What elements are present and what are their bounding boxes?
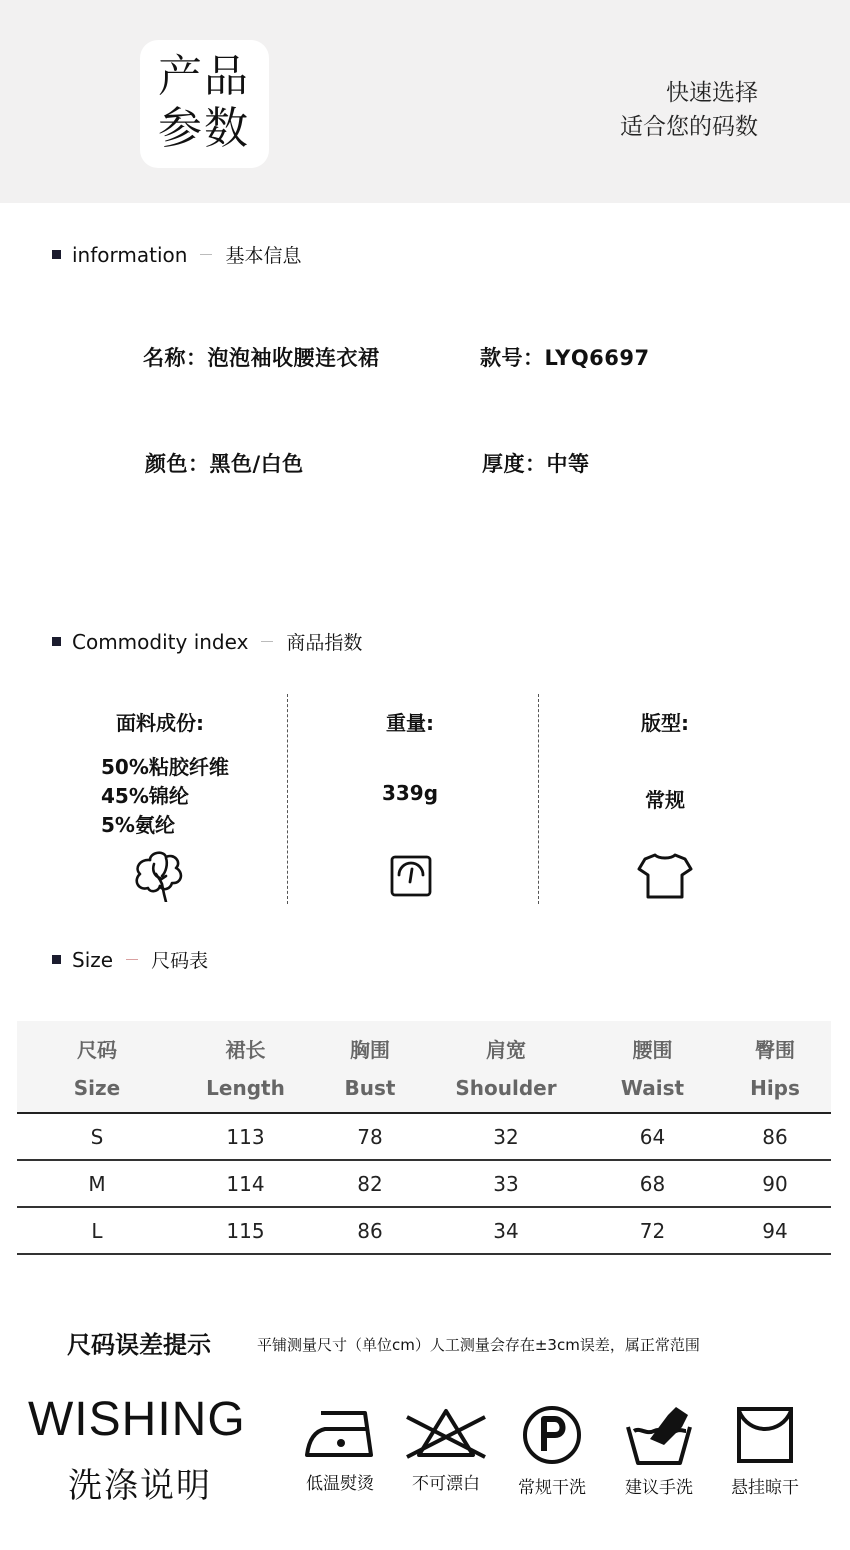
hero-tagline (620, 76, 758, 144)
divider-dash (200, 254, 212, 255)
header-cell: Length (177, 1067, 314, 1113)
size-tip-text: 平铺测量尺寸（单位cm）人工测量会存在±3cm误差，属正常范围 (257, 1336, 700, 1354)
table-cell: M (17, 1160, 177, 1207)
header-cell: 臀围 (719, 1021, 831, 1067)
fit-value: 常规 (645, 788, 685, 812)
care-label: 不可漂白 (412, 1474, 480, 1494)
bullet-square-icon (52, 250, 61, 259)
header-cell: 尺码 (17, 1021, 177, 1067)
hero-tagline-line2: 适合您的码数 (620, 114, 758, 140)
fit-title: 版型: (641, 711, 689, 735)
header-cell: 胸围 (314, 1021, 426, 1067)
care-item-hang-dry (715, 1405, 815, 1498)
section-header-information (52, 241, 301, 268)
table-cell: 33 (426, 1160, 586, 1207)
section-title-en: information (72, 242, 188, 267)
weight-value: 339g (381, 781, 439, 805)
cotton-icon (132, 850, 188, 906)
divider-dash (126, 959, 138, 960)
header-cell: Shoulder (426, 1067, 586, 1113)
table-row (17, 1207, 831, 1254)
weight-column (310, 695, 510, 903)
hero-tagline-line1: 快速选择 (666, 80, 758, 106)
iron-low-icon (303, 1405, 377, 1461)
care-item-no-bleach (396, 1405, 496, 1494)
header-cell: Size (17, 1067, 177, 1113)
section-title-cn: 商品指数 (286, 632, 363, 654)
fit-column (565, 695, 765, 903)
header-cell: 裙长 (177, 1021, 314, 1067)
table-cell: L (17, 1207, 177, 1254)
info-color: 颜色：黑色/白色 (145, 452, 304, 476)
dry-clean-p-icon (521, 1405, 583, 1465)
hand-wash-icon (624, 1405, 694, 1465)
table-cell: 86 (719, 1113, 831, 1160)
care-item-hand-wash (609, 1405, 709, 1498)
scale-icon (390, 855, 432, 901)
column-divider (538, 694, 539, 904)
divider-dash (261, 641, 273, 642)
size-table (17, 1021, 831, 1255)
table-cell: 32 (426, 1113, 586, 1160)
table-cell: 34 (426, 1207, 586, 1254)
table-cell: 90 (719, 1160, 831, 1207)
fabric-composition (101, 753, 229, 840)
care-label: 低温熨烫 (306, 1474, 374, 1494)
fabric-line: 50%粘胶纤维 (101, 755, 229, 779)
table-cell: 72 (586, 1207, 719, 1254)
care-label: 悬挂晾干 (731, 1478, 799, 1498)
table-cell: 114 (177, 1160, 314, 1207)
header-cell: Bust (314, 1067, 426, 1113)
header-cell: 肩宽 (426, 1021, 586, 1067)
care-item-dry-clean (502, 1405, 602, 1498)
tshirt-icon (637, 853, 693, 903)
hero-banner (0, 0, 850, 203)
size-tip-title: 尺码误差提示 (67, 1331, 211, 1359)
bullet-square-icon (52, 955, 61, 964)
no-bleach-icon (403, 1405, 489, 1461)
hero-badge-line1: 产品 (158, 51, 250, 102)
table-cell: 94 (719, 1207, 831, 1254)
table-cell: 86 (314, 1207, 426, 1254)
care-label: 建议手洗 (625, 1478, 693, 1498)
brand-logo: WISHING (28, 1393, 246, 1446)
table-cell: 68 (586, 1160, 719, 1207)
table-cell: S (17, 1113, 177, 1160)
section-title-en: Commodity index (72, 629, 249, 654)
section-title-cn: 尺码表 (151, 950, 209, 972)
fabric-line: 45%锦纶 (101, 784, 189, 808)
section-header-size (52, 946, 208, 973)
table-cell: 113 (177, 1113, 314, 1160)
bullet-square-icon (52, 637, 61, 646)
header-cell: Hips (719, 1067, 831, 1113)
info-thickness: 厚度：中等 (482, 452, 590, 476)
info-style-no: 款号：LYQ6697 (480, 346, 650, 370)
section-title-cn: 基本信息 (225, 245, 302, 267)
column-divider (287, 694, 288, 904)
table-row (17, 1160, 831, 1207)
header-cell: Waist (586, 1067, 719, 1113)
section-title-en: Size (72, 947, 114, 972)
fabric-title: 面料成份: (116, 711, 204, 735)
size-table-header-en (17, 1067, 831, 1113)
hero-badge (140, 40, 269, 168)
care-item-iron (290, 1405, 390, 1494)
washing-title: 洗涤说明 (68, 1466, 212, 1506)
table-cell: 115 (177, 1207, 314, 1254)
table-cell: 82 (314, 1160, 426, 1207)
size-table-header-cn (17, 1021, 831, 1067)
header-cell: 腰围 (586, 1021, 719, 1067)
weight-title: 重量: (386, 711, 434, 735)
fabric-line: 5%氨纶 (101, 813, 175, 837)
section-header-commodity (52, 628, 362, 655)
table-cell: 78 (314, 1113, 426, 1160)
hang-dry-icon (735, 1405, 795, 1465)
table-row (17, 1113, 831, 1160)
info-name: 名称：泡泡袖收腰连衣裙 (143, 346, 380, 370)
hero-badge-line2: 参数 (158, 103, 250, 154)
fabric-column (60, 695, 260, 903)
care-label: 常规干洗 (518, 1478, 586, 1498)
table-cell: 64 (586, 1113, 719, 1160)
